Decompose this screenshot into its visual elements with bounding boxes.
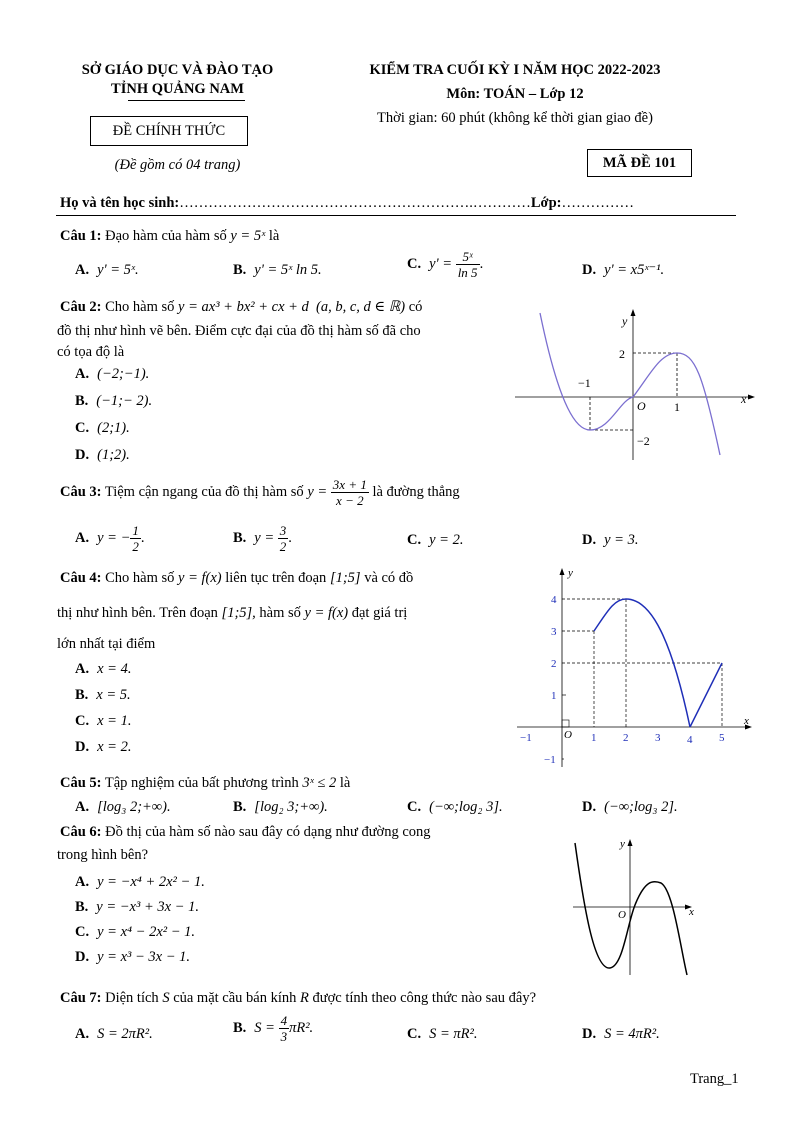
- q4-text2: liên tục trên đoạn: [225, 570, 327, 586]
- option-letter: C.: [407, 799, 422, 815]
- option-text: (−∞;log₂ 3].: [429, 799, 503, 815]
- option-text: x = 4.: [97, 661, 132, 677]
- class-label: Lớp:: [530, 195, 562, 211]
- q1-text: Đạo hàm của hàm số: [105, 228, 227, 244]
- q4-text1: Cho hàm số: [105, 570, 175, 586]
- q2-line3: có tọa độ là: [57, 344, 125, 360]
- q4-line3: lớn nhất tại điểm: [57, 636, 156, 652]
- q1-tail: là: [268, 228, 280, 244]
- q2-text2: có: [408, 299, 423, 315]
- tick-label-1: 1: [674, 400, 680, 414]
- q2-text1: Cho hàm số: [105, 299, 175, 315]
- time-line: Thời gian: 60 phút (không kể thời gian giao đề): [377, 110, 653, 126]
- q4-option-d[interactable]: [75, 739, 131, 756]
- q2-domain: (a, b, c, d ∈ ℝ): [316, 299, 406, 315]
- q3-a-fraction: [130, 523, 141, 554]
- exam-title: KIỂM TRA CUỐI KỲ I NĂM HỌC 2022-2023: [369, 62, 661, 78]
- student-name-field[interactable]: …………………………………………………….…………: [179, 195, 531, 211]
- fraction-denominator: 2: [279, 539, 287, 554]
- q7-option-c[interactable]: [407, 1026, 478, 1043]
- option-text: x = 5.: [96, 687, 131, 703]
- question-6: [60, 824, 431, 841]
- q5-tail: là: [339, 775, 351, 791]
- q4-interval: [1;5]: [329, 570, 361, 586]
- q3-option-b[interactable]: B. y = $\frac{3}{2}$ .: [233, 523, 292, 554]
- option-letter: C.: [407, 1026, 422, 1042]
- exam-code-badge: [587, 149, 692, 177]
- q7-s: S: [162, 990, 170, 1006]
- q6-curve-graph: [565, 835, 715, 980]
- question-4: [60, 570, 413, 587]
- cubic-curve: [540, 313, 720, 455]
- option-letter: B.: [233, 799, 247, 815]
- option-text: y = x³ − 3x − 1.: [97, 949, 190, 965]
- option-text: S = πR².: [429, 1026, 478, 1042]
- q1-option-d[interactable]: [582, 262, 664, 279]
- question-3: [60, 477, 460, 508]
- q7-b-fraction: [279, 1013, 290, 1044]
- q7-option-b[interactable]: [233, 1013, 313, 1044]
- option-text: y = x⁴ − 2x² − 1.: [97, 924, 196, 940]
- option-letter: D.: [75, 949, 90, 965]
- option-text: [log₂ 3;+∞).: [254, 799, 328, 815]
- q5-option-b[interactable]: [233, 799, 328, 816]
- q5-option-d[interactable]: [582, 799, 678, 816]
- option-text: y' = 5ˣ.: [97, 262, 139, 278]
- option-letter: A.: [75, 1026, 90, 1042]
- q6-label: Câu 6:: [60, 824, 102, 840]
- q4-line2-text: thị như hình bên. Trên đoạn: [57, 605, 218, 621]
- q2-option-d[interactable]: [75, 447, 130, 464]
- q2-func: y = ax³ + bx² + cx + d: [178, 299, 309, 315]
- origin-label: O: [564, 729, 572, 741]
- q4-option-c[interactable]: [75, 713, 131, 730]
- option-letter: C.: [75, 924, 90, 940]
- q4-option-b[interactable]: [75, 687, 131, 704]
- y-tick-label: −1: [544, 754, 556, 766]
- option-letter: C.: [407, 255, 422, 272]
- option-letter: A.: [75, 366, 90, 382]
- option-text: (−2;−1).: [97, 366, 150, 382]
- fraction-numerator: 3x + 1: [332, 477, 367, 492]
- q3-option-c[interactable]: [407, 532, 463, 549]
- q1-option-a[interactable]: [75, 262, 139, 279]
- option-text: (2;1).: [97, 420, 130, 436]
- y-axis-arrow: [631, 309, 636, 316]
- q3-option-a[interactable]: A. y = − $\frac{1}{2}$ .: [75, 523, 145, 554]
- cubic-curve: [575, 843, 687, 975]
- tick-label-m1: −1: [578, 376, 591, 390]
- option-text: y = 3.: [604, 532, 639, 548]
- fraction-numerator: 5ˣ: [456, 249, 480, 265]
- q7-text2: của mặt cầu bán kính: [173, 990, 297, 1006]
- option-letter: D.: [582, 532, 597, 548]
- option-text: y = −x⁴ + 2x² − 1.: [97, 874, 205, 890]
- student-name-label: Họ và tên học sinh:: [60, 195, 180, 211]
- option-text: (−∞;log₃ 2].: [604, 799, 678, 815]
- y-axis-label: y: [620, 838, 625, 850]
- x-tick-label: −1: [520, 732, 532, 744]
- option-letter: C.: [75, 713, 90, 729]
- q1-c-fraction: [456, 249, 480, 280]
- option-text: (−1;− 2).: [96, 393, 153, 409]
- option-text: y = −: [97, 529, 131, 546]
- x-axis-label: x: [689, 906, 694, 918]
- q4-line2-text: đạt giá trị: [351, 605, 408, 621]
- q7-r: R: [300, 990, 309, 1006]
- q4-line2-interval: [1;5],: [221, 605, 256, 621]
- q3-text: Tiệm cận ngang của đồ thị hàm số: [104, 483, 304, 500]
- official-badge: [90, 116, 248, 146]
- subject-line: Môn: TOÁN – Lớp 12: [446, 86, 584, 102]
- q6-option-c[interactable]: [75, 924, 195, 941]
- q1-option-b[interactable]: [233, 262, 322, 279]
- pages-note: (Đề gồm có 04 trang): [114, 157, 241, 173]
- x-axis-label: x: [741, 392, 747, 406]
- q7-text: Diện tích: [105, 990, 159, 1006]
- q4-line2-func: y = f(x): [304, 605, 349, 621]
- x-axis-arrow: [748, 395, 755, 400]
- y-axis-label: y: [568, 567, 573, 579]
- fraction-numerator: 3: [279, 523, 287, 538]
- q7-text3: được tính theo công thức nào sau đây?: [312, 990, 537, 1006]
- q6-option-a[interactable]: [75, 874, 205, 891]
- x-tick-label: 1: [591, 732, 597, 744]
- q2-label: Câu 2:: [60, 299, 102, 315]
- q4-function-graph: [512, 562, 762, 777]
- x-tick-label: 4: [687, 734, 693, 746]
- option-text: x = 2.: [97, 739, 132, 755]
- q4-option-a[interactable]: [75, 661, 131, 678]
- q6-line2: trong hình bên?: [57, 847, 149, 863]
- fraction-denominator: 2: [132, 539, 139, 554]
- q1-option-c[interactable]: C. y' = $\frac{\text{5ˣ}}{\ln 5}$ .: [407, 249, 484, 280]
- tick-label-m2: −2: [637, 434, 650, 448]
- q5-label: Câu 5:: [60, 775, 102, 791]
- origin-label: O: [637, 399, 646, 413]
- y-tick-label: 3: [551, 626, 557, 638]
- x-tick-label: 2: [623, 732, 629, 744]
- option-letter: A.: [75, 661, 90, 677]
- y-axis-arrow: [628, 839, 633, 846]
- q5-text: Tập nghiệm của bất phương trình: [104, 775, 299, 791]
- q2-option-a[interactable]: [75, 366, 149, 383]
- option-letter: B.: [233, 262, 247, 278]
- page-number: Trang_1: [690, 1071, 739, 1087]
- option-letter: B.: [233, 1019, 247, 1036]
- q7-option-a[interactable]: [75, 1026, 153, 1043]
- option-letter: A.: [75, 262, 90, 278]
- q3-b-fraction: [278, 523, 289, 554]
- q3-option-d[interactable]: [582, 532, 638, 549]
- option-letter: D.: [582, 799, 597, 815]
- option-text: S = 2πR².: [97, 1026, 153, 1042]
- q4-func: y = f(x): [178, 570, 222, 586]
- q3-lhs: y =: [307, 483, 328, 500]
- q5-option-c[interactable]: [407, 799, 503, 816]
- q2-line2: đồ thị như hình vẽ bên. Điểm cực đại của đồ thị hàm số đã cho: [57, 323, 421, 339]
- option-text: (1;2).: [97, 447, 130, 463]
- y-axis-label: y: [622, 314, 628, 328]
- q6-option-b[interactable]: [75, 899, 199, 916]
- option-letter: A.: [75, 874, 90, 890]
- option-letter: B.: [75, 393, 89, 409]
- option-text: y = −x³ + 3x − 1.: [96, 899, 199, 915]
- q4-label: Câu 4:: [60, 570, 102, 586]
- x-axis-label: x: [744, 715, 749, 727]
- q7-label: Câu 7:: [60, 990, 102, 1006]
- option-text: x = 1.: [97, 713, 132, 729]
- y-axis-arrow: [560, 568, 565, 575]
- q1-func: y = 5ˣ: [230, 228, 266, 244]
- tick-label-2: 2: [619, 347, 625, 361]
- x-tick-label: 3: [655, 732, 661, 744]
- q7-option-d[interactable]: [582, 1026, 660, 1043]
- function-segment: [690, 663, 722, 727]
- option-text: S =: [254, 1019, 275, 1036]
- option-text: S = 4πR².: [604, 1026, 660, 1042]
- option-letter: B.: [75, 899, 89, 915]
- province-name: TỈNH QUẢNG NAM: [111, 81, 244, 97]
- right-angle-mark: [562, 720, 569, 727]
- class-field[interactable]: ……………: [561, 195, 634, 211]
- student-line-divider: [56, 215, 736, 216]
- fraction-denominator: ln 5: [457, 265, 478, 280]
- student-info-line: [60, 195, 740, 212]
- q2-option-c[interactable]: [75, 420, 130, 437]
- q5-inequality: 3ˣ ≤ 2: [302, 775, 337, 791]
- option-letter: D.: [75, 447, 90, 463]
- y-tick-label: 4: [551, 594, 557, 606]
- option-text: y =: [254, 529, 275, 546]
- origin-label: O: [618, 909, 626, 921]
- option-letter: C.: [407, 532, 422, 548]
- question-1: [60, 228, 279, 245]
- header-divider: [128, 100, 245, 101]
- option-letter: B.: [233, 529, 247, 546]
- official-label: ĐỀ CHÍNH THỨC: [112, 123, 226, 139]
- q1-label: Câu 1:: [60, 228, 102, 244]
- option-text: y = 2.: [429, 532, 464, 548]
- x-tick-label: 5: [719, 732, 725, 744]
- q6-option-d[interactable]: [75, 949, 190, 966]
- q6-line1: Đồ thị của hàm số nào sau đây có dạng như đường cong: [105, 824, 431, 840]
- q4-line2-text: hàm số: [259, 605, 301, 621]
- fraction-denominator: 3: [280, 1029, 288, 1044]
- department-name: SỞ GIÁO DỤC VÀ ĐÀO TẠO: [81, 62, 274, 78]
- question-7: [60, 990, 536, 1007]
- q4-text3: và có đồ: [364, 570, 414, 586]
- q4-line2: [57, 605, 407, 622]
- question-5: [60, 775, 350, 792]
- fraction-denominator: x − 2: [336, 493, 364, 508]
- q3-tail: là đường thẳng: [372, 483, 460, 500]
- question-2: [60, 299, 422, 316]
- option-letter: A.: [75, 529, 90, 546]
- q3-label: Câu 3:: [60, 483, 102, 500]
- option-letter: A.: [75, 799, 90, 815]
- y-tick-label: 1: [551, 690, 557, 702]
- option-text: y' = x5ˣ⁻¹.: [604, 262, 665, 278]
- option-letter: C.: [75, 420, 90, 436]
- option-letter: D.: [582, 262, 597, 278]
- option-letter: D.: [75, 739, 90, 755]
- exam-code: MÃ ĐỀ 101: [602, 155, 677, 171]
- option-letter: D.: [582, 1026, 597, 1042]
- option-letter: B.: [75, 687, 89, 703]
- q2-cubic-graph: [515, 305, 760, 465]
- q2-option-b[interactable]: [75, 393, 152, 410]
- y-tick-label: 2: [551, 658, 557, 670]
- fraction-numerator: 1: [132, 523, 139, 538]
- option-text: [log₃ 2;+∞).: [97, 799, 171, 815]
- option-text: πR².: [289, 1019, 314, 1036]
- option-text: y' = 5ˣ ln 5.: [254, 262, 322, 278]
- option-text: y' =: [429, 255, 453, 272]
- fraction-numerator: 4: [280, 1013, 288, 1028]
- q3-fraction: [331, 477, 369, 508]
- q5-option-a[interactable]: [75, 799, 171, 816]
